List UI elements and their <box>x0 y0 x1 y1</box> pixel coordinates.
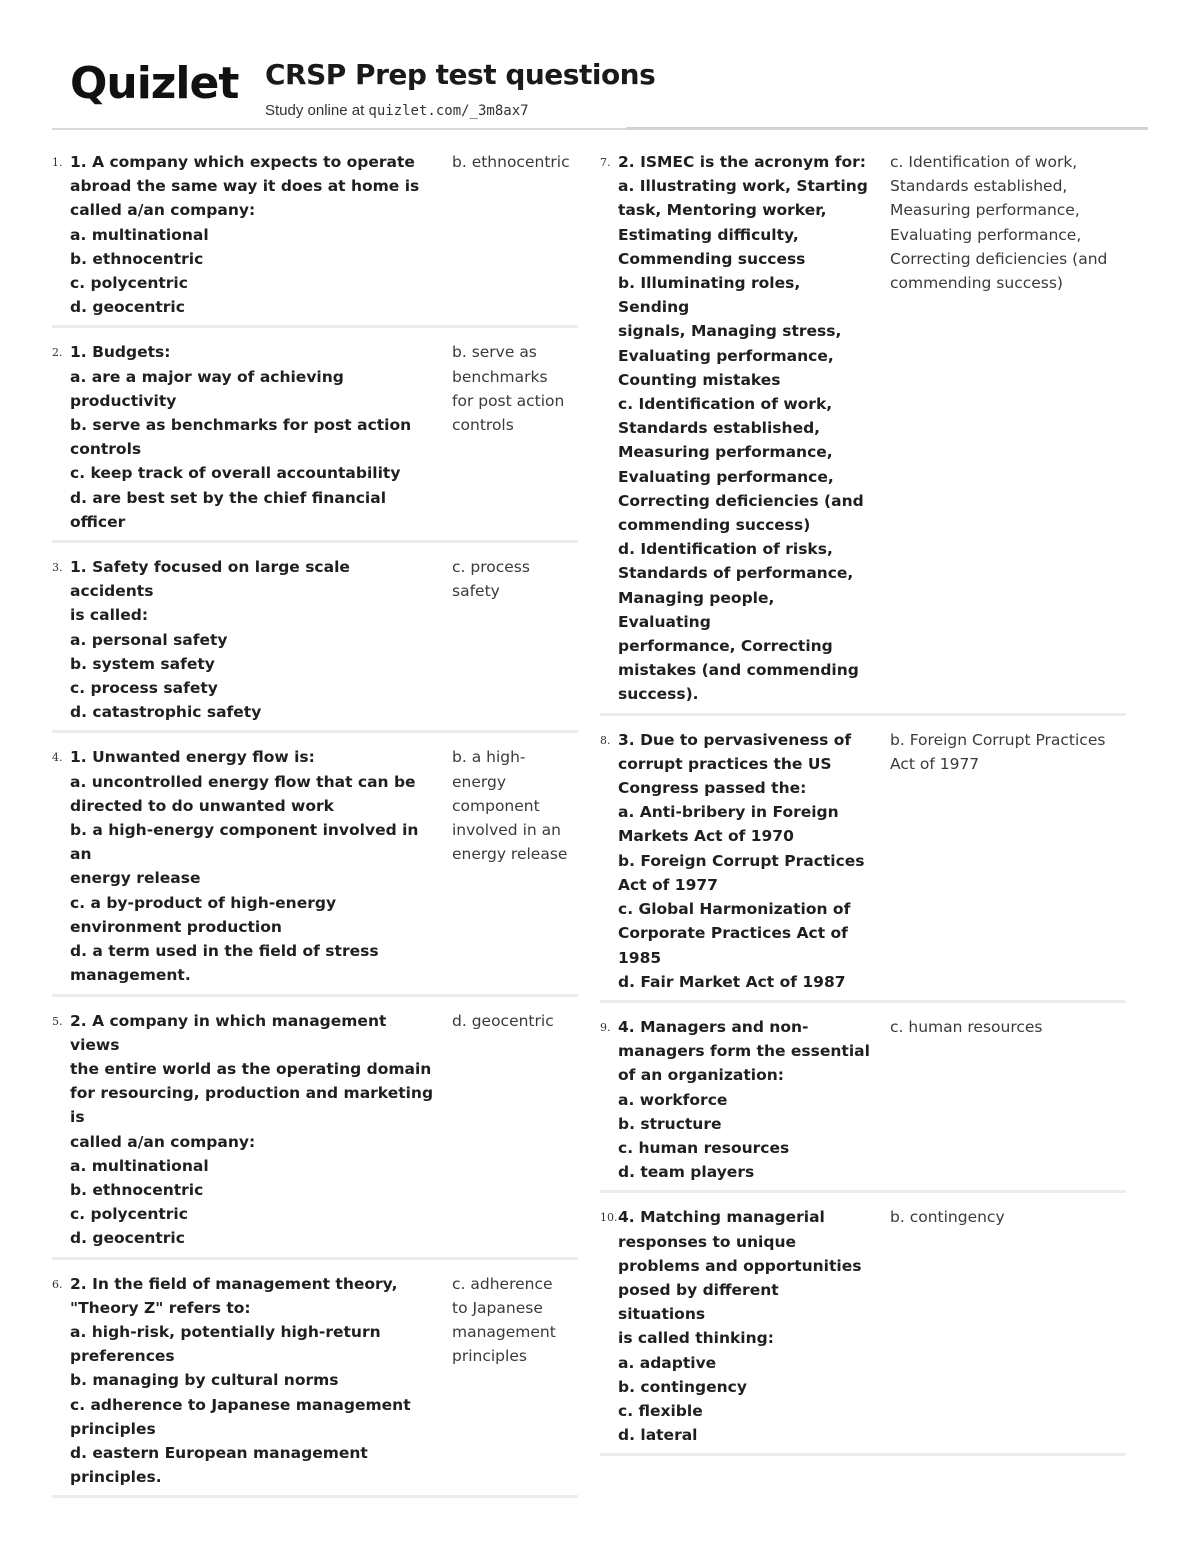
question-line: d. eastern European management <box>70 1443 368 1462</box>
answer-line: involved in an <box>452 821 561 840</box>
question-line: corrupt practices the US <box>618 754 832 773</box>
answer-line: management <box>452 1322 556 1341</box>
question-line: 4. Matching managerial <box>618 1208 825 1227</box>
answer-line: for post action <box>452 391 565 410</box>
question-line: for resourcing, production and marketing is <box>70 1084 439 1127</box>
question-line: c. a by-product of high-energy <box>70 893 337 912</box>
question-line: is called: <box>70 606 149 625</box>
question-line: a. multinational <box>70 225 209 244</box>
question-line: success). <box>618 685 699 704</box>
question-line: Act of 1977 <box>618 875 718 894</box>
card-question <box>70 150 436 319</box>
card-row <box>52 148 578 328</box>
card-answer <box>452 1009 576 1251</box>
card-question <box>70 1272 436 1490</box>
question-line: a. are a major way of achieving <box>70 367 344 386</box>
question-line: d. catastrophic safety <box>70 703 262 722</box>
card-row <box>600 148 1126 716</box>
card-row <box>52 1007 578 1260</box>
question-line: productivity <box>70 391 177 410</box>
question-line: Corporate Practices Act of <box>618 924 848 943</box>
question-line: directed to do unwanted work <box>70 796 334 815</box>
question-line: a. Illustrating work, Starting <box>618 177 868 196</box>
question-line: Congress passed the: <box>618 779 807 798</box>
question-line: 1. Unwanted energy flow is: <box>70 748 315 767</box>
card-number: 10. <box>600 1211 618 1225</box>
study-url-link[interactable]: quizlet.com/_3m8ax7 <box>368 103 529 119</box>
question-line: d. a term used in the field of stress <box>70 942 379 961</box>
question-line: Managing people, Evaluating <box>618 588 780 631</box>
question-line: signals, Managing stress, <box>618 322 842 341</box>
question-line: b. structure <box>618 1114 722 1133</box>
card-row <box>600 1013 1126 1193</box>
question-line: is called thinking: <box>618 1329 774 1348</box>
question-line: 3. Due to pervasiveness of <box>618 730 852 749</box>
page-title: CRSP Prep test questions <box>265 58 656 91</box>
question-line: a. multinational <box>70 1156 209 1175</box>
card-answer <box>452 745 576 987</box>
question-line: 1985 <box>618 948 662 967</box>
right-column <box>600 148 1126 1466</box>
page-header <box>0 0 1200 140</box>
question-line: Commending success <box>618 249 806 268</box>
question-line: a. personal safety <box>70 630 228 649</box>
question-line: b. Foreign Corrupt Practices <box>618 851 865 870</box>
answer-line: c. Identification of work, <box>890 153 1078 171</box>
question-line: a. high-risk, potentially high-return <box>70 1322 381 1341</box>
card-question <box>70 555 436 724</box>
question-line: abroad the same way it does at home is <box>70 177 420 196</box>
question-line: d. Fair Market Act of 1987 <box>618 972 846 991</box>
question-line: b. ethnocentric <box>70 249 204 268</box>
question-line: d. lateral <box>618 1426 698 1445</box>
question-line: Evaluating performance, <box>618 346 834 365</box>
question-line: mistakes (and commending <box>618 661 859 680</box>
question-line: b. contingency <box>618 1377 747 1396</box>
answer-line: b. a high- <box>452 748 526 767</box>
answer-line: energy <box>452 772 507 791</box>
left-column <box>52 148 578 1508</box>
question-line: b. managing by cultural norms <box>70 1371 339 1390</box>
answer-line: c. human resources <box>890 1017 1043 1036</box>
card-question <box>618 1205 870 1447</box>
question-line: principles. <box>70 1468 162 1487</box>
card-answer <box>452 555 576 724</box>
answer-line: to Japanese <box>452 1298 543 1317</box>
card-answer <box>452 1272 576 1490</box>
question-line: a. uncontrolled energy flow that can be <box>70 772 416 791</box>
question-line: Measuring performance, <box>618 443 833 462</box>
question-line: c. polycentric <box>70 274 188 293</box>
question-line: performance, Correcting <box>618 637 833 656</box>
card-row <box>600 726 1126 1003</box>
card-number: 2. <box>52 346 63 360</box>
card-row <box>600 1203 1126 1456</box>
card-row <box>52 338 578 543</box>
card-number: 9. <box>600 1020 611 1034</box>
question-line: problems and opportunities <box>618 1256 862 1275</box>
question-line: b. system safety <box>70 654 215 673</box>
answer-line: Evaluating performance, <box>890 225 1082 244</box>
answer-line: principles <box>452 1347 527 1366</box>
answer-line: c. adherence <box>452 1274 553 1293</box>
answer-line: b. contingency <box>890 1208 1005 1227</box>
question-line: 4. Managers and non- <box>618 1017 809 1036</box>
card-answer <box>452 340 576 534</box>
question-line: a. adaptive <box>618 1353 717 1372</box>
question-line: d. are best set by the chief financial officer <box>70 488 392 531</box>
question-line: the entire world as the operating domain <box>70 1059 432 1078</box>
question-line: c. Global Harmonization of <box>618 900 851 919</box>
card-number: 6. <box>52 1277 63 1291</box>
card-number: 5. <box>52 1014 63 1028</box>
card-number: 8. <box>600 733 611 747</box>
question-line: a. workforce <box>618 1090 728 1109</box>
card-row <box>52 1270 578 1499</box>
answer-line: commending success) <box>890 274 1063 293</box>
answer-line: b. serve as <box>452 343 537 362</box>
question-line: Standards established, <box>618 419 821 438</box>
answer-line: Standards established, <box>890 177 1068 196</box>
question-line: posed by different situations <box>618 1280 785 1324</box>
header-divider-right <box>626 127 1148 130</box>
answer-line: controls <box>452 416 514 435</box>
card-answer <box>452 150 576 319</box>
card-question <box>70 745 436 987</box>
question-line: task, Mentoring worker, <box>618 201 827 220</box>
question-line: c. keep track of overall accountability <box>70 464 401 483</box>
answer-line: Act of 1977 <box>890 754 980 773</box>
answer-line: energy release <box>452 845 568 864</box>
card-answer <box>890 1015 1126 1184</box>
question-line: c. flexible <box>618 1401 703 1420</box>
question-line: Standards of performance, <box>618 564 854 583</box>
question-line: management. <box>70 966 191 985</box>
card-answer <box>890 150 1126 707</box>
question-line: b. serve as benchmarks for post action <box>70 416 412 435</box>
card-question <box>618 1015 870 1184</box>
question-line: energy release <box>70 869 201 888</box>
question-line: b. ethnocentric <box>70 1180 204 1199</box>
question-line: called a/an company: <box>70 201 256 220</box>
question-line: Correcting deficiencies (and <box>618 491 864 510</box>
question-line: 1. Safety focused on large scale accidents <box>70 558 356 601</box>
card-row <box>52 743 578 996</box>
question-line: called a/an company: <box>70 1132 256 1151</box>
question-line: Counting mistakes <box>618 370 781 389</box>
card-row <box>52 553 578 733</box>
question-line: controls <box>70 440 142 459</box>
question-line: 1. A company which expects to operate <box>70 153 415 171</box>
question-line: c. process safety <box>70 679 218 698</box>
question-line: c. Identification of work, <box>618 395 833 414</box>
question-line: 1. Budgets: <box>70 343 171 362</box>
question-line: b. Illuminating roles, Sending <box>618 274 806 317</box>
card-question <box>618 150 870 707</box>
question-line: a. Anti-bribery in Foreign <box>618 803 839 822</box>
question-line: of an organization: <box>618 1066 784 1085</box>
card-number: 1. <box>52 156 63 169</box>
card-answer <box>890 1205 1126 1447</box>
card-question <box>618 728 870 994</box>
question-line: principles <box>70 1419 156 1438</box>
question-line: preferences <box>70 1347 175 1366</box>
card-question <box>70 1009 439 1251</box>
answer-line: Correcting deficiencies (and <box>890 249 1108 268</box>
question-line: d. geocentric <box>70 298 185 317</box>
question-line: Evaluating performance, <box>618 467 834 486</box>
question-line: "Theory Z" refers to: <box>70 1298 251 1317</box>
header-divider-left <box>52 128 626 130</box>
answer-line: benchmarks <box>452 367 548 386</box>
question-line: 2. ISMEC is the acronym for: <box>618 153 866 171</box>
question-line: commending success) <box>618 516 811 535</box>
card-question <box>70 340 436 534</box>
answer-line: safety <box>452 582 500 601</box>
answer-line: c. process <box>452 558 530 577</box>
card-number: 3. <box>52 561 63 575</box>
quizlet-logo: Quizlet <box>70 58 239 109</box>
question-line: responses to unique <box>618 1232 797 1251</box>
answer-line: d. geocentric <box>452 1011 554 1030</box>
question-line: managers form the essential <box>618 1042 870 1061</box>
answer-line: b. Foreign Corrupt Practices <box>890 730 1106 749</box>
question-line: Estimating difficulty, <box>618 225 799 244</box>
question-line: 2. In the field of management theory, <box>70 1274 398 1293</box>
question-line: c. polycentric <box>70 1205 188 1224</box>
study-online-line <box>265 102 529 119</box>
question-line: c. adherence to Japanese management <box>70 1395 411 1414</box>
question-line: d. team players <box>618 1163 755 1182</box>
study-online-prefix: Study online at <box>265 102 369 119</box>
card-number: 7. <box>600 156 611 169</box>
card-answer <box>890 728 1126 994</box>
question-line: Markets Act of 1970 <box>618 827 794 846</box>
question-line: c. human resources <box>618 1138 790 1157</box>
answer-line: component <box>452 796 540 815</box>
question-line: b. a high-energy component involved in an <box>70 821 424 864</box>
question-line: d. geocentric <box>70 1229 185 1248</box>
card-number: 4. <box>52 751 63 765</box>
answer-line: Measuring performance, <box>890 201 1080 220</box>
question-line: d. Identification of risks, <box>618 540 833 559</box>
answer-line: b. ethnocentric <box>452 153 570 171</box>
question-line: environment production <box>70 917 282 936</box>
question-line: 2. A company in which management views <box>70 1011 392 1054</box>
